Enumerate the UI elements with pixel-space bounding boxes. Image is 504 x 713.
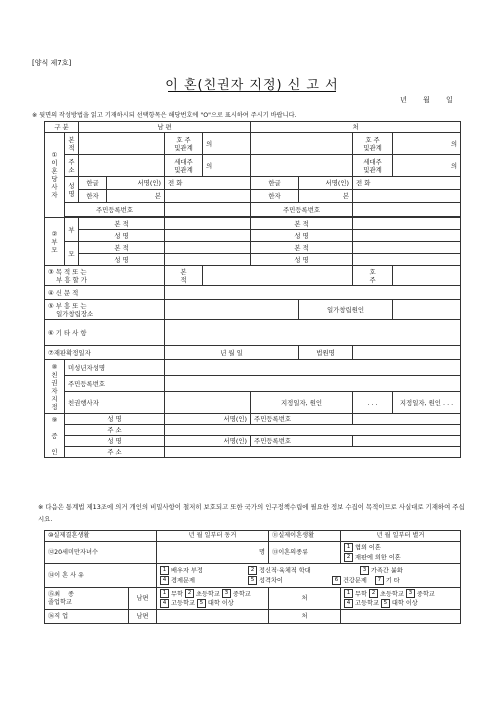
minor-name-field[interactable] bbox=[165, 360, 461, 376]
husband-hanja-field[interactable] bbox=[165, 190, 251, 203]
edu-w-opt-4[interactable] bbox=[344, 600, 379, 607]
mother-bonjeok-label: 본 적 bbox=[79, 242, 165, 254]
wife-bonjeok-field[interactable] bbox=[251, 133, 353, 155]
edu-h-opt-2[interactable] bbox=[185, 591, 220, 598]
w1-addr-label: 주 소 bbox=[65, 425, 165, 436]
parents-label: ② 부 모 bbox=[45, 218, 65, 266]
occupation-wife-label: 처 bbox=[269, 610, 341, 624]
reason-option-3[interactable] bbox=[360, 566, 403, 576]
option-box: 6 bbox=[332, 576, 341, 585]
husband-hangeul-label: 한글 bbox=[79, 177, 107, 190]
husband-saedae-field[interactable]: 의 bbox=[203, 155, 251, 177]
husband-sign[interactable]: 서명(인) bbox=[107, 177, 165, 190]
w2-addr-label: 주 소 bbox=[65, 447, 165, 458]
divorce-type-options[interactable] bbox=[341, 542, 461, 564]
header-wife: 처 bbox=[251, 122, 461, 133]
w1-sign[interactable]: 서명(인) bbox=[165, 414, 251, 425]
w2-jumin-field[interactable] bbox=[353, 436, 461, 447]
option-label: 성격차이 bbox=[258, 577, 283, 584]
wife-hoju-field[interactable]: 의 bbox=[393, 133, 461, 155]
marriage-life-label: ⑩실제결혼생활 bbox=[45, 531, 157, 542]
edu-h-opt-3[interactable] bbox=[222, 591, 251, 598]
father-w-bonjeok-label: 본 적 bbox=[251, 218, 353, 230]
report-date: 년 월 일 bbox=[400, 96, 453, 104]
wife-hanja-field[interactable] bbox=[353, 190, 461, 203]
wife-juso-field[interactable] bbox=[251, 155, 353, 177]
husband-hoju-label: 호 주 및관계 bbox=[165, 133, 203, 155]
option-label: 건강문제 bbox=[342, 577, 367, 584]
reason-option-5[interactable] bbox=[248, 576, 324, 586]
option-label: 배우자 부정 bbox=[171, 567, 203, 575]
custody-date-label-2-text: 지정일자, 원인 bbox=[399, 398, 441, 407]
mother-h-name[interactable] bbox=[165, 254, 251, 266]
edu-h-opt-4[interactable] bbox=[160, 600, 195, 607]
seongmyeong-label: 성 명 bbox=[65, 177, 79, 203]
wife-jumin-field[interactable] bbox=[353, 203, 461, 217]
reason-option-7[interactable] bbox=[375, 576, 400, 586]
w1-addr-field[interactable] bbox=[165, 425, 461, 436]
header-husband: 남 편 bbox=[79, 122, 251, 133]
father-w-bonjeok[interactable] bbox=[353, 218, 461, 230]
reason-option-4[interactable] bbox=[160, 576, 240, 586]
option-box: 7 bbox=[375, 576, 384, 585]
father-bonjeok-label: 본 적 bbox=[79, 218, 165, 230]
w1-jumin-field[interactable] bbox=[353, 414, 461, 425]
option-box: 2 bbox=[344, 553, 353, 562]
s3-bonjeok-field[interactable] bbox=[203, 266, 353, 286]
education-label: ⑮최 종 졸업학교 bbox=[45, 588, 129, 610]
custodian-label: 친권행사자 bbox=[65, 392, 165, 414]
father-h-name[interactable] bbox=[165, 230, 251, 242]
s5-label: ⑤ 부 흥 또 는 일가창립장소 bbox=[45, 300, 165, 320]
w1-name-label: 성 명 bbox=[65, 414, 165, 425]
children-count-label: ⑫20세미만자녀수 bbox=[45, 542, 157, 564]
wife-bon[interactable]: 본 bbox=[299, 190, 353, 203]
husband-jumin-label: 주민등록번호 bbox=[65, 203, 165, 217]
option-label: 재판에 의한 이혼 bbox=[355, 554, 401, 561]
option-box: 2 bbox=[369, 589, 378, 598]
custody-date-field[interactable]: . . . bbox=[353, 392, 393, 414]
wife-saedae-field[interactable]: 의 bbox=[393, 155, 461, 177]
w2-jumin-label: 주민등록번호 bbox=[251, 436, 353, 447]
juso-label: 주 소 bbox=[65, 155, 79, 177]
option-box: 1 bbox=[160, 589, 169, 598]
mother-w-name[interactable] bbox=[353, 254, 461, 266]
option-label: 고등학교 bbox=[355, 600, 379, 607]
page-title: 이 혼(친권자 지정) 신 고 서 bbox=[165, 78, 339, 93]
minor-jumin-label: 주민등록번호 bbox=[65, 376, 165, 392]
husband-jumin-field[interactable] bbox=[165, 203, 251, 217]
mother-w-bonjeok-label: 본 적 bbox=[251, 242, 353, 254]
bonjeok-label: 본 적 bbox=[65, 133, 79, 155]
s7-label: ⑦재판확정일자 bbox=[45, 346, 165, 360]
reason-option-1[interactable] bbox=[160, 566, 240, 576]
occupation-label: ⑯직 업 bbox=[45, 610, 129, 624]
option-label: 협의 이혼 bbox=[355, 544, 381, 552]
education-husband-options[interactable] bbox=[157, 588, 269, 610]
statistics-table bbox=[44, 530, 461, 624]
parties-label: ① 이 혼 당 사 자 bbox=[45, 133, 65, 218]
s4-label: ④ 신 문 적 bbox=[45, 286, 165, 300]
option-label: 가족간 불화 bbox=[370, 567, 403, 575]
mother-name-label: 성 명 bbox=[79, 254, 165, 266]
mother-w-bonjeok[interactable] bbox=[353, 242, 461, 254]
option-label: 무학 bbox=[355, 590, 367, 598]
husband-juso-field[interactable] bbox=[79, 155, 165, 177]
wife-sign[interactable]: 서명(인) bbox=[299, 177, 353, 190]
father-name-label: 성 명 bbox=[79, 230, 165, 242]
custodian-field[interactable] bbox=[165, 392, 251, 414]
w2-addr-field[interactable] bbox=[165, 447, 461, 458]
mother-h-bonjeok[interactable] bbox=[165, 242, 251, 254]
father-label: 부 bbox=[65, 218, 79, 242]
option-box: 3 bbox=[360, 566, 369, 575]
statistics-notice: ※ 다음은 통계법 제13조에 의거 개인의 비밀사항이 철저히 보호되고 또한 국가의 인구정책수립에 필요한 정보 수집이 목적이므로 사실대로 기재하여 주십시요. bbox=[38, 503, 465, 523]
husband-phone[interactable]: 전 화 bbox=[165, 177, 251, 190]
option-box: 2 bbox=[185, 589, 194, 598]
option-box: 1 bbox=[344, 543, 353, 552]
s7-court-field[interactable] bbox=[353, 346, 461, 360]
children-count-field[interactable]: 명 bbox=[157, 542, 269, 564]
option-label: 대학 이상 bbox=[207, 600, 234, 607]
father-h-bonjeok[interactable] bbox=[165, 218, 251, 230]
divorce-type-label: ⑬이혼의종류 bbox=[269, 542, 341, 564]
option-box: 4 bbox=[160, 576, 169, 585]
w2-sign[interactable]: 서명(인) bbox=[165, 436, 251, 447]
option-box: 5 bbox=[197, 599, 206, 608]
occupation-husband-field[interactable] bbox=[157, 610, 269, 624]
divorce-life-label: ⑪실제이혼생활 bbox=[269, 531, 341, 542]
mother-w-name-label: 성 명 bbox=[251, 254, 353, 266]
option-label: 대학 이상 bbox=[391, 600, 418, 607]
header-kubun: 구 분 bbox=[45, 122, 79, 133]
option-label: 기 타 bbox=[385, 577, 400, 584]
husband-hoju-field[interactable]: 의 bbox=[203, 133, 251, 155]
custody-date-label-2 bbox=[393, 392, 461, 414]
s7-court-label: 법원명 bbox=[299, 346, 353, 360]
education-wife-options[interactable] bbox=[341, 588, 461, 610]
husband-saedae-label: 세대주 및관계 bbox=[165, 155, 203, 177]
option-box: 4 bbox=[160, 599, 169, 608]
option-box: 5 bbox=[248, 576, 257, 585]
marriage-life-field[interactable]: 년 월 일부터 동거 bbox=[157, 531, 269, 542]
edu-h-opt-5[interactable] bbox=[197, 600, 234, 607]
education-wife-label: 처 bbox=[269, 588, 341, 610]
reason-option-2[interactable] bbox=[248, 566, 352, 576]
s5-cause-label: 일가창립원인 bbox=[299, 300, 393, 320]
form-label: [양식 제7호] bbox=[32, 59, 72, 67]
title-underline bbox=[168, 91, 336, 92]
occupation-wife-field[interactable] bbox=[341, 610, 461, 624]
mother-label: 모 bbox=[65, 242, 79, 266]
option-box: 4 bbox=[344, 599, 353, 608]
option-label: 중학교 bbox=[232, 590, 251, 598]
minor-name-label: 미성년자성명 bbox=[65, 360, 165, 376]
husband-hanja-label: 한자 bbox=[79, 190, 107, 203]
edu-w-opt-3[interactable] bbox=[406, 591, 435, 598]
father-w-name[interactable] bbox=[353, 230, 461, 242]
witness-label: ⑨ 증 인 bbox=[45, 414, 65, 458]
main-form-table bbox=[44, 121, 461, 458]
husband-bonjeok-field[interactable] bbox=[79, 133, 165, 155]
instruction-notice: ※ 뒷면의 작성방법을 읽고 기재하시되 선택항목은 해당번호에 "O"으로 표시하여 주시기 바랍니다. bbox=[32, 112, 297, 119]
s3-label: ③ 목 적 또 는 부 흥 할 가 bbox=[45, 266, 165, 286]
custody-date-label: 지정일자, 원인 bbox=[251, 392, 353, 414]
reason-option-6[interactable] bbox=[332, 576, 367, 586]
divorce-life-field[interactable]: 년 월 일부터 별거 bbox=[341, 531, 461, 542]
s3-hoju-field[interactable] bbox=[393, 266, 461, 286]
custody-label: ⑧ 친 권 자 지 정 bbox=[45, 360, 65, 414]
option-label: 경제문제 bbox=[171, 577, 195, 584]
edu-w-opt-5[interactable] bbox=[381, 600, 418, 607]
divorce-reason-label: ⑭이 혼 사 유 bbox=[45, 564, 157, 588]
custody-date-dots-2: . . . bbox=[443, 398, 454, 407]
wife-saedae-label: 세대주 및관계 bbox=[353, 155, 393, 177]
s5-place-field[interactable] bbox=[165, 300, 299, 320]
minor-jumin-field[interactable] bbox=[165, 376, 461, 392]
option-box: 1 bbox=[160, 566, 169, 575]
occupation-husband-label: 남편 bbox=[129, 610, 157, 624]
s3-bonjeok-label: 본 적 bbox=[165, 266, 203, 286]
s6-field[interactable] bbox=[165, 320, 461, 346]
option-box: 3 bbox=[406, 589, 415, 598]
s6-label: ⑥ 기 타 사 항 bbox=[45, 320, 165, 346]
w1-jumin-label: 주민등록번호 bbox=[251, 414, 353, 425]
s7-date[interactable]: 년 월 일 bbox=[165, 346, 299, 360]
divorce-type-option-2[interactable] bbox=[344, 553, 460, 563]
option-label: 초등학교 bbox=[379, 590, 404, 598]
option-label: 고등학교 bbox=[171, 600, 195, 607]
option-label: 무학 bbox=[171, 590, 183, 598]
option-box: 5 bbox=[381, 599, 390, 608]
option-box: 1 bbox=[344, 589, 353, 598]
option-box: 3 bbox=[222, 589, 231, 598]
divorce-reason-options[interactable] bbox=[157, 564, 461, 588]
option-box: 2 bbox=[248, 566, 257, 575]
husband-bon[interactable]: 본 bbox=[107, 190, 165, 203]
option-label: 중학교 bbox=[416, 590, 435, 598]
s3-hoju-label: 호 주 bbox=[353, 266, 393, 286]
education-husband-label: 남편 bbox=[129, 588, 157, 610]
wife-hangeul-label: 한글 bbox=[251, 177, 299, 190]
wife-hoju-label: 호 주 및관계 bbox=[353, 133, 393, 155]
edu-w-opt-2[interactable] bbox=[369, 591, 404, 598]
s5-cause-field[interactable] bbox=[393, 300, 461, 320]
w2-name-label: 성 명 bbox=[65, 436, 165, 447]
wife-hanja-label: 한자 bbox=[251, 190, 299, 203]
father-w-name-label: 성 명 bbox=[251, 230, 353, 242]
option-label: 초등학교 bbox=[195, 590, 220, 598]
option-label: 정신적·육체적 학대 bbox=[258, 567, 311, 575]
edu-w-opt-1[interactable] bbox=[344, 591, 367, 598]
edu-h-opt-1[interactable] bbox=[160, 591, 183, 598]
wife-phone[interactable]: 전 화 bbox=[353, 177, 461, 190]
s4-field[interactable] bbox=[165, 286, 461, 300]
wife-jumin-label: 주민등록번호 bbox=[251, 203, 353, 217]
divorce-type-option-1[interactable] bbox=[344, 543, 460, 553]
